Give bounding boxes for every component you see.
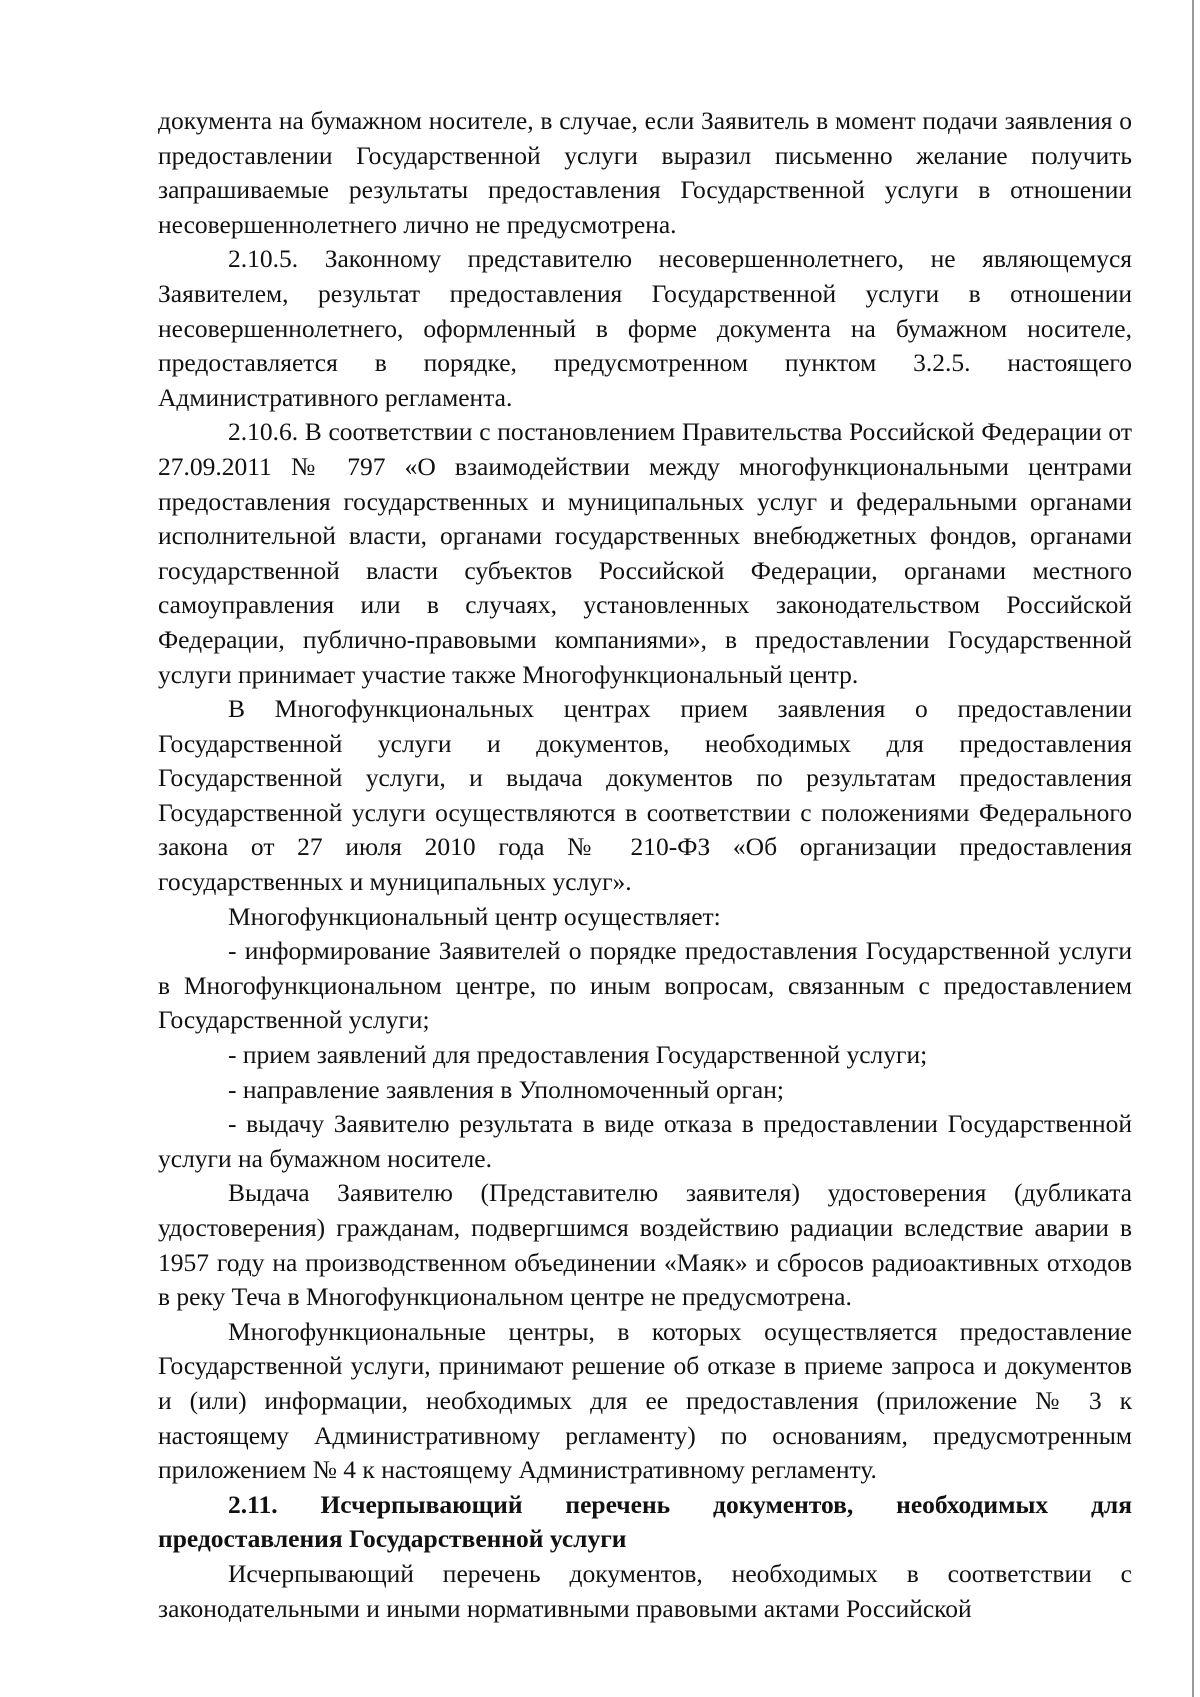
paragraph: Многофункциональный центр осуществляет:	[228, 901, 721, 931]
paragraph: В Многофункциональных центрах прием заявления о предоставлении Государственной услуги и документов, необходимых для предоставления Государственной услуги, и выдача документов по результатам предоставления Государственной услуги осуществляются в соответствии с положениями Федерального закона от 27 июля 2010 года № 210-ФЗ «Об организации предоставления государственных и муниципальных услуг».	[158, 694, 1132, 897]
paragraph-2-10-5: 2.10.5. Законному представителю несовершеннолетнего, не являющемуся Заявителем, результат предоставления Государственной услуги в отношении несовершеннолетнего, оформленный в форме документа на бумажном носителе, предоставляется в порядке, предусмотренном пунктом 3.2.5. настоящего Административного регламента.	[158, 244, 1132, 412]
page-edge-line	[1192, 0, 1194, 1697]
paragraph-2-10-6: 2.10.6. В соответствии с постановлением Правительства Российской Федерации от 27.09.2011 № 797 «О взаимодействии между многофункциональными центрами предоставления государственных и муниципальных услуг и федеральными органами исполнительной власти, органами государственных внебюджетных фондов, органами государственной власти субъектов Российской Федерации, органами местного самоуправления или в случаях, установленных законодательством Российской Федерации, публично-правовыми компаниями», в предоставлении Государственной услуги принимает участие также Многофункциональный центр.	[158, 417, 1132, 689]
paragraph: документа на бумажном носителе, в случае, если Заявитель в момент подачи заявления о предоставлении Государственной услуги выразил письменно желание получить запрашиваемые результаты предоставления Государственной услуги в отношении несовершеннолетнего лично не предусмотрена.	[158, 106, 1132, 239]
list-item: - направление заявления в Уполномоченный орган;	[228, 1074, 784, 1104]
list-item: - прием заявлений для предоставления Государственной услуги;	[228, 1040, 928, 1070]
paragraph: Исчерпывающий перечень документов, необходимых в соответствии с законодательными и иными нормативными правовыми актами Российской	[158, 1558, 1132, 1623]
paragraph: Выдача Заявителю (Представителю заявителя) удостоверения (дубликата удостоверения) гражданам, подвергшимся воздействию радиации вследствие аварии в 1957 году на производственном объединении «Маяк» и сбросов радиоактивных отходов в реку Теча в Многофункциональном центре не предусмотрена.	[158, 1178, 1132, 1312]
document-body	[158, 104, 1132, 1626]
list-item: - выдачу Заявителю результата в виде отказа в предоставлении Государственной услуги на бумажном носителе.	[158, 1109, 1132, 1173]
paragraph: Многофункциональные центры, в которых осуществляется предоставление Государственной услуги, принимают решение об отказе в приеме запроса и документов и (или) информации, необходимых для ее предоставления (приложение № 3 к настоящему Административному регламенту) по основаниям, предусмотренным приложением № 4 к настоящему Административному регламенту.	[158, 1316, 1132, 1485]
list-item: - информирование Заявителей о порядке предоставления Государственной услуги в Многофункциональном центре, по иным вопросам, связанным с предоставлением Государственной услуги;	[158, 936, 1132, 1035]
section-heading-2-11: 2.11. Исчерпывающий перечень документов, необходимых для предоставления Государственной услуги	[158, 1489, 1132, 1554]
